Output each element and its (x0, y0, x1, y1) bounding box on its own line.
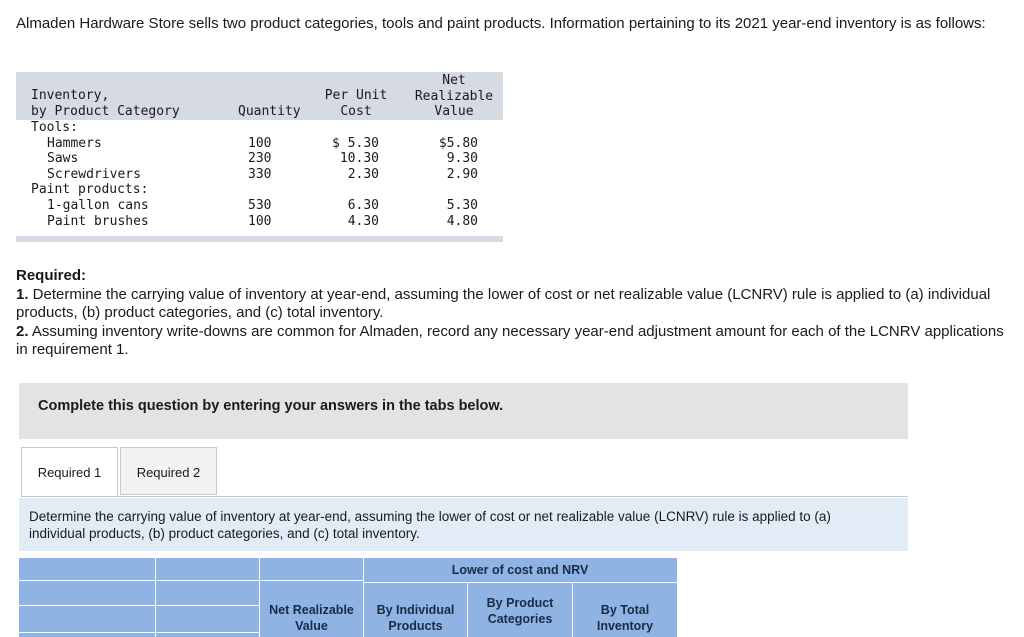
required-item1-text: Determine the carrying value of inventory at year-end, assuming the lower of cost or net realizable value (LCNRV) rule is applied to (a) individual products, (b) product categories, and (c) total inventory. (16, 285, 991, 321)
tab-required-2[interactable]: Required 2 (120, 447, 217, 495)
inventory-row (16, 182, 503, 198)
required-item1-number: 1. (16, 285, 29, 303)
instructions-banner (19, 383, 908, 439)
inventory-row-quantity: 100 (248, 135, 272, 151)
inventory-footer-band (16, 236, 503, 242)
group-header-divider (363, 582, 677, 583)
inventory-row (16, 151, 503, 167)
inventory-row (16, 198, 503, 214)
inventory-row-label: Paint products: (31, 182, 149, 198)
inventory-row-quantity: 100 (248, 213, 272, 229)
inventory-row-label: 1-gallon cans (47, 197, 149, 213)
inventory-row-nrv: $5.80 (438, 135, 478, 151)
inventory-row (16, 136, 503, 152)
answer-row-divider (19, 605, 259, 606)
header-inventory: Inventory, by Product Category (31, 88, 180, 119)
answer-row-divider (19, 632, 259, 633)
col-header-nrv: Net Realizable Value (269, 603, 354, 633)
required-section (16, 267, 1006, 360)
header-per-unit-cost: Per Unit Cost (324, 88, 388, 119)
inventory-row (16, 167, 503, 183)
inventory-row-quantity: 530 (248, 197, 272, 213)
inventory-row-cost: 6.30 (347, 197, 379, 213)
answer-col-divider (155, 558, 156, 637)
inventory-row-label: Saws (47, 151, 79, 167)
tab-divider (21, 496, 908, 497)
inventory-row-nrv: 4.80 (446, 213, 478, 229)
inventory-row-cost: 4.30 (347, 213, 379, 229)
inventory-row-cost: $ 5.30 (332, 135, 379, 151)
inventory-row-quantity: 230 (248, 151, 272, 167)
inventory-row-nrv: 9.30 (446, 151, 478, 167)
required-heading: Required: (16, 267, 87, 284)
header-quantity: Quantity (238, 104, 301, 119)
answer-table (19, 558, 677, 637)
required-item2-text: Assuming inventory write-downs are common for Almaden, record any necessary year-end adjustment amount for each of the LCNRV applications in requirement 1. (16, 322, 1004, 358)
col-header-category: By Product Categories (486, 596, 554, 626)
inventory-row (16, 214, 503, 230)
inventory-row-cost: 10.30 (339, 151, 379, 167)
header-net-realizable-value: Net Realizable Value (414, 73, 494, 120)
inventory-rows (16, 120, 503, 229)
inventory-row-label: Screwdrivers (47, 166, 141, 182)
tab-required-1[interactable]: Required 1 (21, 447, 118, 497)
lcnrv-group-header: Lower of cost and NRV (451, 563, 589, 577)
inventory-row-label: Hammers (47, 135, 102, 151)
tab-instruction-box (19, 498, 908, 551)
intro-text: Almaden Hardware Store sells two product categories, tools and paint products. Information pertaining to its 2021 year-end inventory is as follows: (16, 15, 986, 32)
inventory-row-label: Tools: (31, 120, 78, 135)
inventory-row-nrv: 2.90 (446, 166, 478, 182)
inventory-row-quantity: 330 (248, 166, 272, 182)
required-item2-number: 2. (16, 322, 29, 340)
inventory-row-label: Paint brushes (47, 213, 149, 229)
inventory-table (16, 72, 503, 242)
col-header-total: By Total Inventory (596, 603, 654, 633)
inventory-row-cost: 2.30 (347, 166, 379, 182)
answer-row-divider (19, 580, 363, 581)
inventory-row (16, 120, 503, 136)
col-header-individual: By Individual Products (376, 603, 455, 633)
banner-text: Complete this question by entering your answers in the tabs below. (38, 398, 504, 414)
tab-instruction-text: Determine the carrying value of inventory at year-end, assuming the lower of cost or net realizable value (LCNRV) rule is applied to (a) individual products, (b) product categories, and (c) total inventory. (29, 509, 831, 541)
inventory-row-nrv: 5.30 (446, 197, 478, 213)
